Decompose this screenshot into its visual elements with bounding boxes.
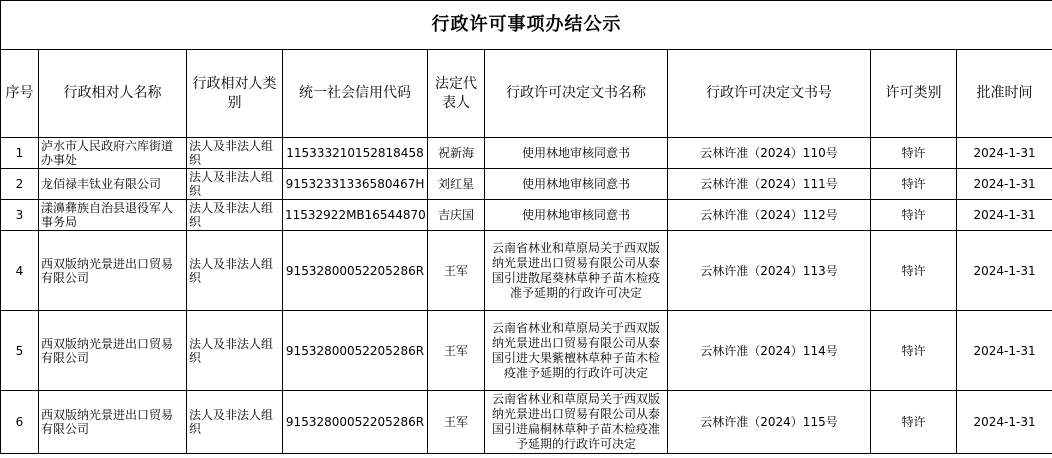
cell-category: 法人及非法人组织: [187, 169, 283, 200]
cell-seq: 1: [1, 138, 39, 169]
doc-name-text: 云南省林业和草原局关于西双版纳光景进出口贸易有限公司从泰国引进扁桐林草种子苗木检疫准予延期的行政许可决定: [491, 392, 660, 451]
cell-seq: 4: [1, 231, 39, 311]
header-category: 行政相对人类别: [187, 50, 283, 138]
cell-rep: 祝新海: [428, 138, 485, 169]
cell-doc-name: [485, 391, 668, 454]
cell-date: 2024-1-31: [957, 138, 1052, 169]
table-row: [1, 231, 1052, 311]
cell-date: 2024-1-31: [957, 231, 1052, 311]
cell-category: 法人及非法人组织: [187, 200, 283, 231]
cell-type: 特许: [871, 311, 957, 391]
cell-date: 2024-1-31: [957, 311, 1052, 391]
cell-doc-no: 云林许准（2024）112号: [668, 200, 871, 231]
cell-rep: 刘红星: [428, 169, 485, 200]
cell-type: 特许: [871, 200, 957, 231]
cell-category: 法人及非法人组织: [187, 138, 283, 169]
cell-doc-name: 使用林地审核同意书: [485, 169, 668, 200]
cell-credit-code: 91532331336580467H: [283, 169, 428, 200]
cell-type: 特许: [871, 169, 957, 200]
cell-credit-code: 115333210152818458: [283, 138, 428, 169]
cell-rep: 王军: [428, 231, 485, 311]
cell-doc-name: [485, 311, 668, 391]
cell-seq: 5: [1, 311, 39, 391]
cell-type: 特许: [871, 231, 957, 311]
cell-credit-code: 11532922MB16544870: [283, 200, 428, 231]
header-credit-code: 统一社会信用代码: [283, 50, 428, 138]
table-row: [1, 138, 1052, 169]
cell-doc-name: 使用林地审核同意书: [485, 138, 668, 169]
cell-doc-no: 云林许准（2024）110号: [668, 138, 871, 169]
cell-credit-code: 91532800052205286R: [283, 311, 428, 391]
table-row: [1, 200, 1052, 231]
cell-date: 2024-1-31: [957, 169, 1052, 200]
cell-seq: 2: [1, 169, 39, 200]
doc-name-text: 云南省林业和草原局关于西双版纳光景进出口贸易有限公司从泰国引进大果紫檀林草种子苗木检疫准予延期的行政许可决定: [491, 320, 660, 380]
header-date: 批准时间: [957, 50, 1052, 138]
doc-name-text: 云南省林业和草原局关于西双版纳光景进出口贸易有限公司从泰国引进散尾葵林草种子苗木检疫准予延期的行政许可决定: [491, 240, 660, 300]
table-row: [1, 169, 1052, 200]
cell-category: 法人及非法人组织: [187, 311, 283, 391]
cell-type: 特许: [871, 138, 957, 169]
cell-name: 西双版纳光景进出口贸易有限公司: [39, 231, 187, 311]
cell-credit-code: 91532800052205286R: [283, 231, 428, 311]
cell-rep: 吉庆国: [428, 200, 485, 231]
cell-category: 法人及非法人组织: [187, 231, 283, 311]
header-seq: 序号: [1, 50, 39, 138]
cell-seq: 6: [1, 391, 39, 454]
header-name: 行政相对人名称: [39, 50, 187, 138]
table-row: [1, 311, 1052, 391]
header-doc-no: 行政许可决定文书号: [668, 50, 871, 138]
table-row: [1, 391, 1052, 454]
cell-rep: 王军: [428, 391, 485, 454]
header-doc-name: 行政许可决定文书名称: [485, 50, 668, 138]
cell-name: 泸水市人民政府六库街道办事处: [39, 138, 187, 169]
cell-name: 龙佰禄丰钛业有限公司: [39, 169, 187, 200]
header-row: [1, 50, 1052, 138]
cell-name: 西双版纳光景进出口贸易有限公司: [39, 311, 187, 391]
page-title: 行政许可事项办结公示: [1, 1, 1052, 50]
cell-doc-name: 使用林地审核同意书: [485, 200, 668, 231]
cell-date: 2024-1-31: [957, 200, 1052, 231]
cell-seq: 3: [1, 200, 39, 231]
header-rep: 法定代表人: [428, 50, 485, 138]
header-type: 许可类别: [871, 50, 957, 138]
cell-credit-code: 91532800052205286R: [283, 391, 428, 454]
cell-doc-name: [485, 231, 668, 311]
cell-category: 法人及非法人组织: [187, 391, 283, 454]
cell-date: 2024-1-31: [957, 391, 1052, 454]
cell-rep: 王军: [428, 311, 485, 391]
cell-doc-no: 云林许准（2024）111号: [668, 169, 871, 200]
cell-name: 西双版纳光景进出口贸易有限公司: [39, 391, 187, 454]
cell-doc-no: 云林许准（2024）114号: [668, 311, 871, 391]
cell-doc-no: 云林许准（2024）113号: [668, 231, 871, 311]
cell-doc-no: 云林许准（2024）115号: [668, 391, 871, 454]
cell-type: 特许: [871, 391, 957, 454]
cell-name: 漾濞彝族自治县退役军人事务局: [39, 200, 187, 231]
